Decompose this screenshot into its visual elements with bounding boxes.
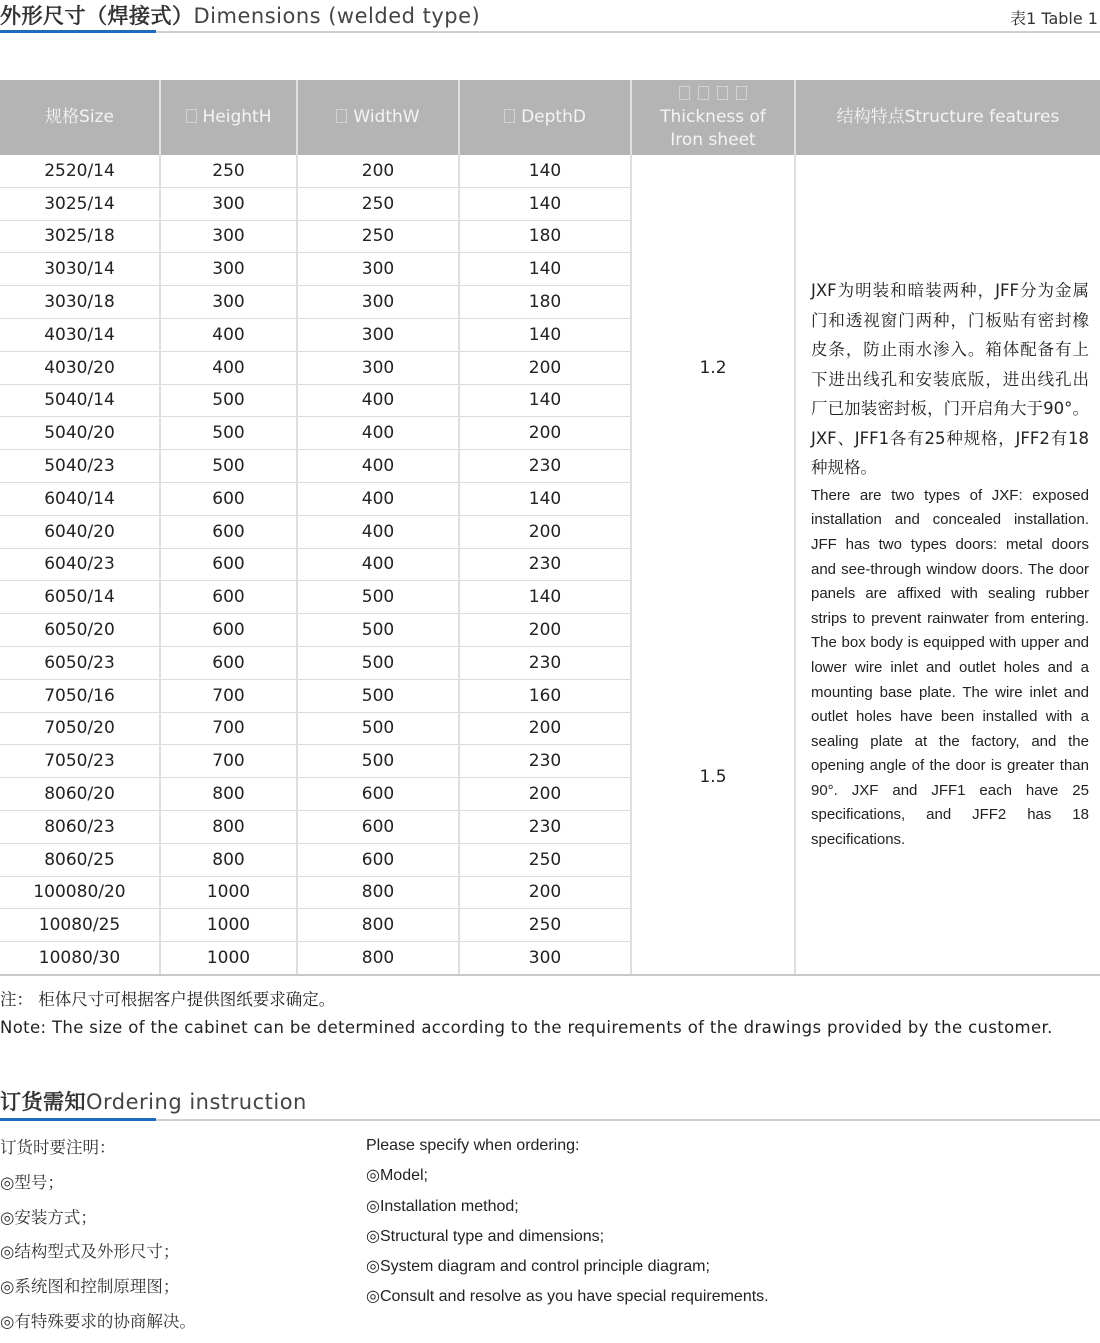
cell-depth: 160 <box>459 679 631 712</box>
table-body <box>0 155 1100 975</box>
cell-size: 6050/20 <box>0 614 160 647</box>
cell-height: 800 <box>160 810 297 843</box>
cell-height: 500 <box>160 450 297 483</box>
cell-depth: 230 <box>459 548 631 581</box>
cell-depth: 140 <box>459 318 631 351</box>
cell-width: 400 <box>297 515 459 548</box>
cell-depth: 300 <box>459 942 631 975</box>
header-thickness <box>631 80 795 155</box>
table-row <box>0 155 1100 187</box>
ordering-item-en: ◎Installation method; <box>366 1197 519 1215</box>
cell-height: 1000 <box>160 909 297 942</box>
cell-size: 10080/30 <box>0 942 160 975</box>
cell-size: 6050/14 <box>0 581 160 614</box>
ordering-title-cn: 订货需知 <box>0 1090 86 1114</box>
features-text-en: There are two types of JXF: exposed installation and concealed installation. JFF has two types doors: metal doors and see-through window doors. The door panels are affixed with sealing rubber strips to prevent rainwater from entering. The box body is equipped with upper and lower wire inlet and outlet holes and a mounting base plate. The wire inlet and outlet holes have been installed with a sealing plate at the factory, and the opening angle of the door is greater than 90°. JXF and JFF1 each have 25 specifications, and JFF2 has 18 specifications. <box>811 486 1089 849</box>
cell-size: 10080/25 <box>0 909 160 942</box>
ordering-list-cn <box>0 1134 196 1343</box>
cell-depth: 140 <box>459 253 631 286</box>
cell-width: 250 <box>297 220 459 253</box>
section-accent-bar <box>0 30 156 33</box>
cell-width: 300 <box>297 351 459 384</box>
cell-size: 3030/14 <box>0 253 160 286</box>
cell-height: 700 <box>160 745 297 778</box>
cell-depth: 140 <box>459 155 631 187</box>
cell-width: 800 <box>297 909 459 942</box>
cell-width: 400 <box>297 384 459 417</box>
cell-size: 8060/25 <box>0 843 160 876</box>
cell-depth: 140 <box>459 384 631 417</box>
ordering-item-en: ◎Structural type and dimensions; <box>366 1227 605 1245</box>
features-text-cn: JXF为明装和暗装两种，JFF分为金属门和透视窗门两种，门板贴有密封橡皮条，防止雨水渗入。箱体配备有上下进出线孔和安装底版，进出线孔出厂已加装密封板，门开启角大于90°。JXF、JFF1各有25种规格，JFF2有18种规格。 <box>811 281 1089 478</box>
cell-width: 600 <box>297 778 459 811</box>
header-thickness-line2: Iron sheet <box>670 130 756 150</box>
cell-depth: 180 <box>459 286 631 319</box>
cell-height: 1000 <box>160 876 297 909</box>
header-width: WidthW <box>297 80 459 155</box>
cell-depth: 250 <box>459 909 631 942</box>
cell-size: 6040/14 <box>0 482 160 515</box>
cell-depth: 200 <box>459 614 631 647</box>
cell-depth: 230 <box>459 745 631 778</box>
cell-depth: 200 <box>459 351 631 384</box>
cell-size: 8060/23 <box>0 810 160 843</box>
cell-depth: 200 <box>459 778 631 811</box>
cell-width: 500 <box>297 679 459 712</box>
cell-size: 5040/20 <box>0 417 160 450</box>
cell-height: 600 <box>160 614 297 647</box>
cell-height: 700 <box>160 712 297 745</box>
cell-width: 500 <box>297 614 459 647</box>
cell-height: 400 <box>160 318 297 351</box>
missing-glyph-icon <box>679 86 690 100</box>
cell-height: 800 <box>160 778 297 811</box>
ordering-section-header <box>0 1086 1100 1122</box>
table-label: 表1 Table 1 <box>1010 9 1098 28</box>
cell-height: 600 <box>160 515 297 548</box>
note-cn: 注： 柜体尺寸可根据客户提供图纸要求确定。 <box>0 990 336 1009</box>
cell-size: 100080/20 <box>0 876 160 909</box>
dimensions-title-cn: 外形尺寸（焊接式） <box>0 4 194 28</box>
cell-size: 5040/14 <box>0 384 160 417</box>
header-depth: DepthD <box>459 80 631 155</box>
cell-thickness: 1.5 <box>631 581 795 975</box>
cell-thickness: 1.2 <box>631 155 795 581</box>
cell-height: 250 <box>160 155 297 187</box>
cell-depth: 140 <box>459 187 631 220</box>
cell-size: 7050/16 <box>0 679 160 712</box>
cell-width: 500 <box>297 712 459 745</box>
header-features: 结构特点Structure features <box>795 80 1100 155</box>
cell-size: 3030/18 <box>0 286 160 319</box>
cell-size: 5040/23 <box>0 450 160 483</box>
missing-glyph-icon <box>186 109 197 123</box>
note-en: Note: The size of the cabinet can be determined according to the requirements of the drawings provided by the customer. <box>0 1018 1053 1037</box>
table-header-row <box>0 80 1100 155</box>
cell-height: 500 <box>160 384 297 417</box>
section-accent-bar <box>0 1118 156 1121</box>
cell-depth: 140 <box>459 482 631 515</box>
ordering-item-en: Please specify when ordering: <box>366 1137 580 1154</box>
missing-glyphs <box>632 83 794 106</box>
ordering-item-cn: 订货时要注明： <box>0 1138 116 1157</box>
missing-glyph-icon <box>698 86 709 100</box>
cell-structure-features <box>795 155 1100 975</box>
cell-height: 300 <box>160 253 297 286</box>
cell-height: 600 <box>160 482 297 515</box>
cell-width: 400 <box>297 482 459 515</box>
cell-depth: 200 <box>459 417 631 450</box>
cell-depth: 200 <box>459 876 631 909</box>
ordering-item-en: ◎System diagram and control principle diagram; <box>366 1258 710 1276</box>
cell-height: 600 <box>160 548 297 581</box>
note-block <box>0 986 1053 1042</box>
cell-width: 250 <box>297 187 459 220</box>
missing-glyph-icon <box>717 86 728 100</box>
missing-glyph-icon <box>736 86 747 100</box>
cell-size: 2520/14 <box>0 155 160 187</box>
cell-size: 4030/14 <box>0 318 160 351</box>
cell-height: 300 <box>160 187 297 220</box>
cell-size: 3025/18 <box>0 220 160 253</box>
cell-width: 300 <box>297 253 459 286</box>
dimensions-title-en: Dimensions (welded type) <box>193 4 481 28</box>
cell-size: 6040/23 <box>0 548 160 581</box>
ordering-item-cn: ◎系统图和控制原理图； <box>0 1277 180 1297</box>
cell-height: 700 <box>160 679 297 712</box>
cell-width: 800 <box>297 942 459 975</box>
section-divider <box>0 31 1100 33</box>
cell-height: 300 <box>160 220 297 253</box>
ordering-item-en: ◎Consult and resolve as you have special requirements. <box>366 1288 769 1306</box>
cell-depth: 180 <box>459 220 631 253</box>
cell-depth: 230 <box>459 450 631 483</box>
cell-depth: 200 <box>459 712 631 745</box>
cell-height: 600 <box>160 646 297 679</box>
ordering-item-cn: ◎结构型式及外形尺寸； <box>0 1242 180 1262</box>
cell-height: 600 <box>160 581 297 614</box>
cell-width: 400 <box>297 417 459 450</box>
dimensions-section-header <box>0 0 1100 34</box>
cell-size: 6040/20 <box>0 515 160 548</box>
cell-size: 4030/20 <box>0 351 160 384</box>
cell-depth: 200 <box>459 515 631 548</box>
cell-height: 500 <box>160 417 297 450</box>
cell-width: 200 <box>297 155 459 187</box>
cell-depth: 250 <box>459 843 631 876</box>
cell-width: 500 <box>297 646 459 679</box>
section-divider <box>0 1119 1100 1121</box>
header-thickness-line1: Thickness of <box>660 107 766 127</box>
cell-width: 800 <box>297 876 459 909</box>
cell-width: 500 <box>297 581 459 614</box>
cell-height: 300 <box>160 286 297 319</box>
cell-width: 600 <box>297 843 459 876</box>
cell-depth: 230 <box>459 810 631 843</box>
cell-width: 400 <box>297 548 459 581</box>
cell-size: 7050/20 <box>0 712 160 745</box>
cell-size: 7050/23 <box>0 745 160 778</box>
ordering-title-en: Ordering instruction <box>86 1090 307 1114</box>
cell-width: 500 <box>297 745 459 778</box>
cell-width: 400 <box>297 450 459 483</box>
dimensions-table <box>0 80 1100 976</box>
missing-glyph-icon <box>336 109 347 123</box>
ordering-title <box>0 1086 307 1116</box>
header-height: HeightH <box>160 80 297 155</box>
cell-size: 3025/14 <box>0 187 160 220</box>
missing-glyph-icon <box>504 109 515 123</box>
cell-width: 300 <box>297 286 459 319</box>
cell-height: 800 <box>160 843 297 876</box>
header-size: 规格Size <box>0 80 160 155</box>
cell-depth: 140 <box>459 581 631 614</box>
cell-width: 600 <box>297 810 459 843</box>
ordering-item-cn: ◎安装方式； <box>0 1207 97 1227</box>
cell-width: 300 <box>297 318 459 351</box>
ordering-item-cn: ◎型号； <box>0 1172 64 1192</box>
cell-height: 400 <box>160 351 297 384</box>
cell-depth: 230 <box>459 646 631 679</box>
ordering-item-en: ◎Model; <box>366 1167 428 1185</box>
cell-size: 6050/23 <box>0 646 160 679</box>
cell-size: 8060/20 <box>0 778 160 811</box>
ordering-item-cn: ◎有特殊要求的协商解决。 <box>0 1311 196 1331</box>
cell-height: 1000 <box>160 942 297 975</box>
ordering-list-en <box>366 1134 769 1316</box>
dimensions-title <box>0 0 480 30</box>
